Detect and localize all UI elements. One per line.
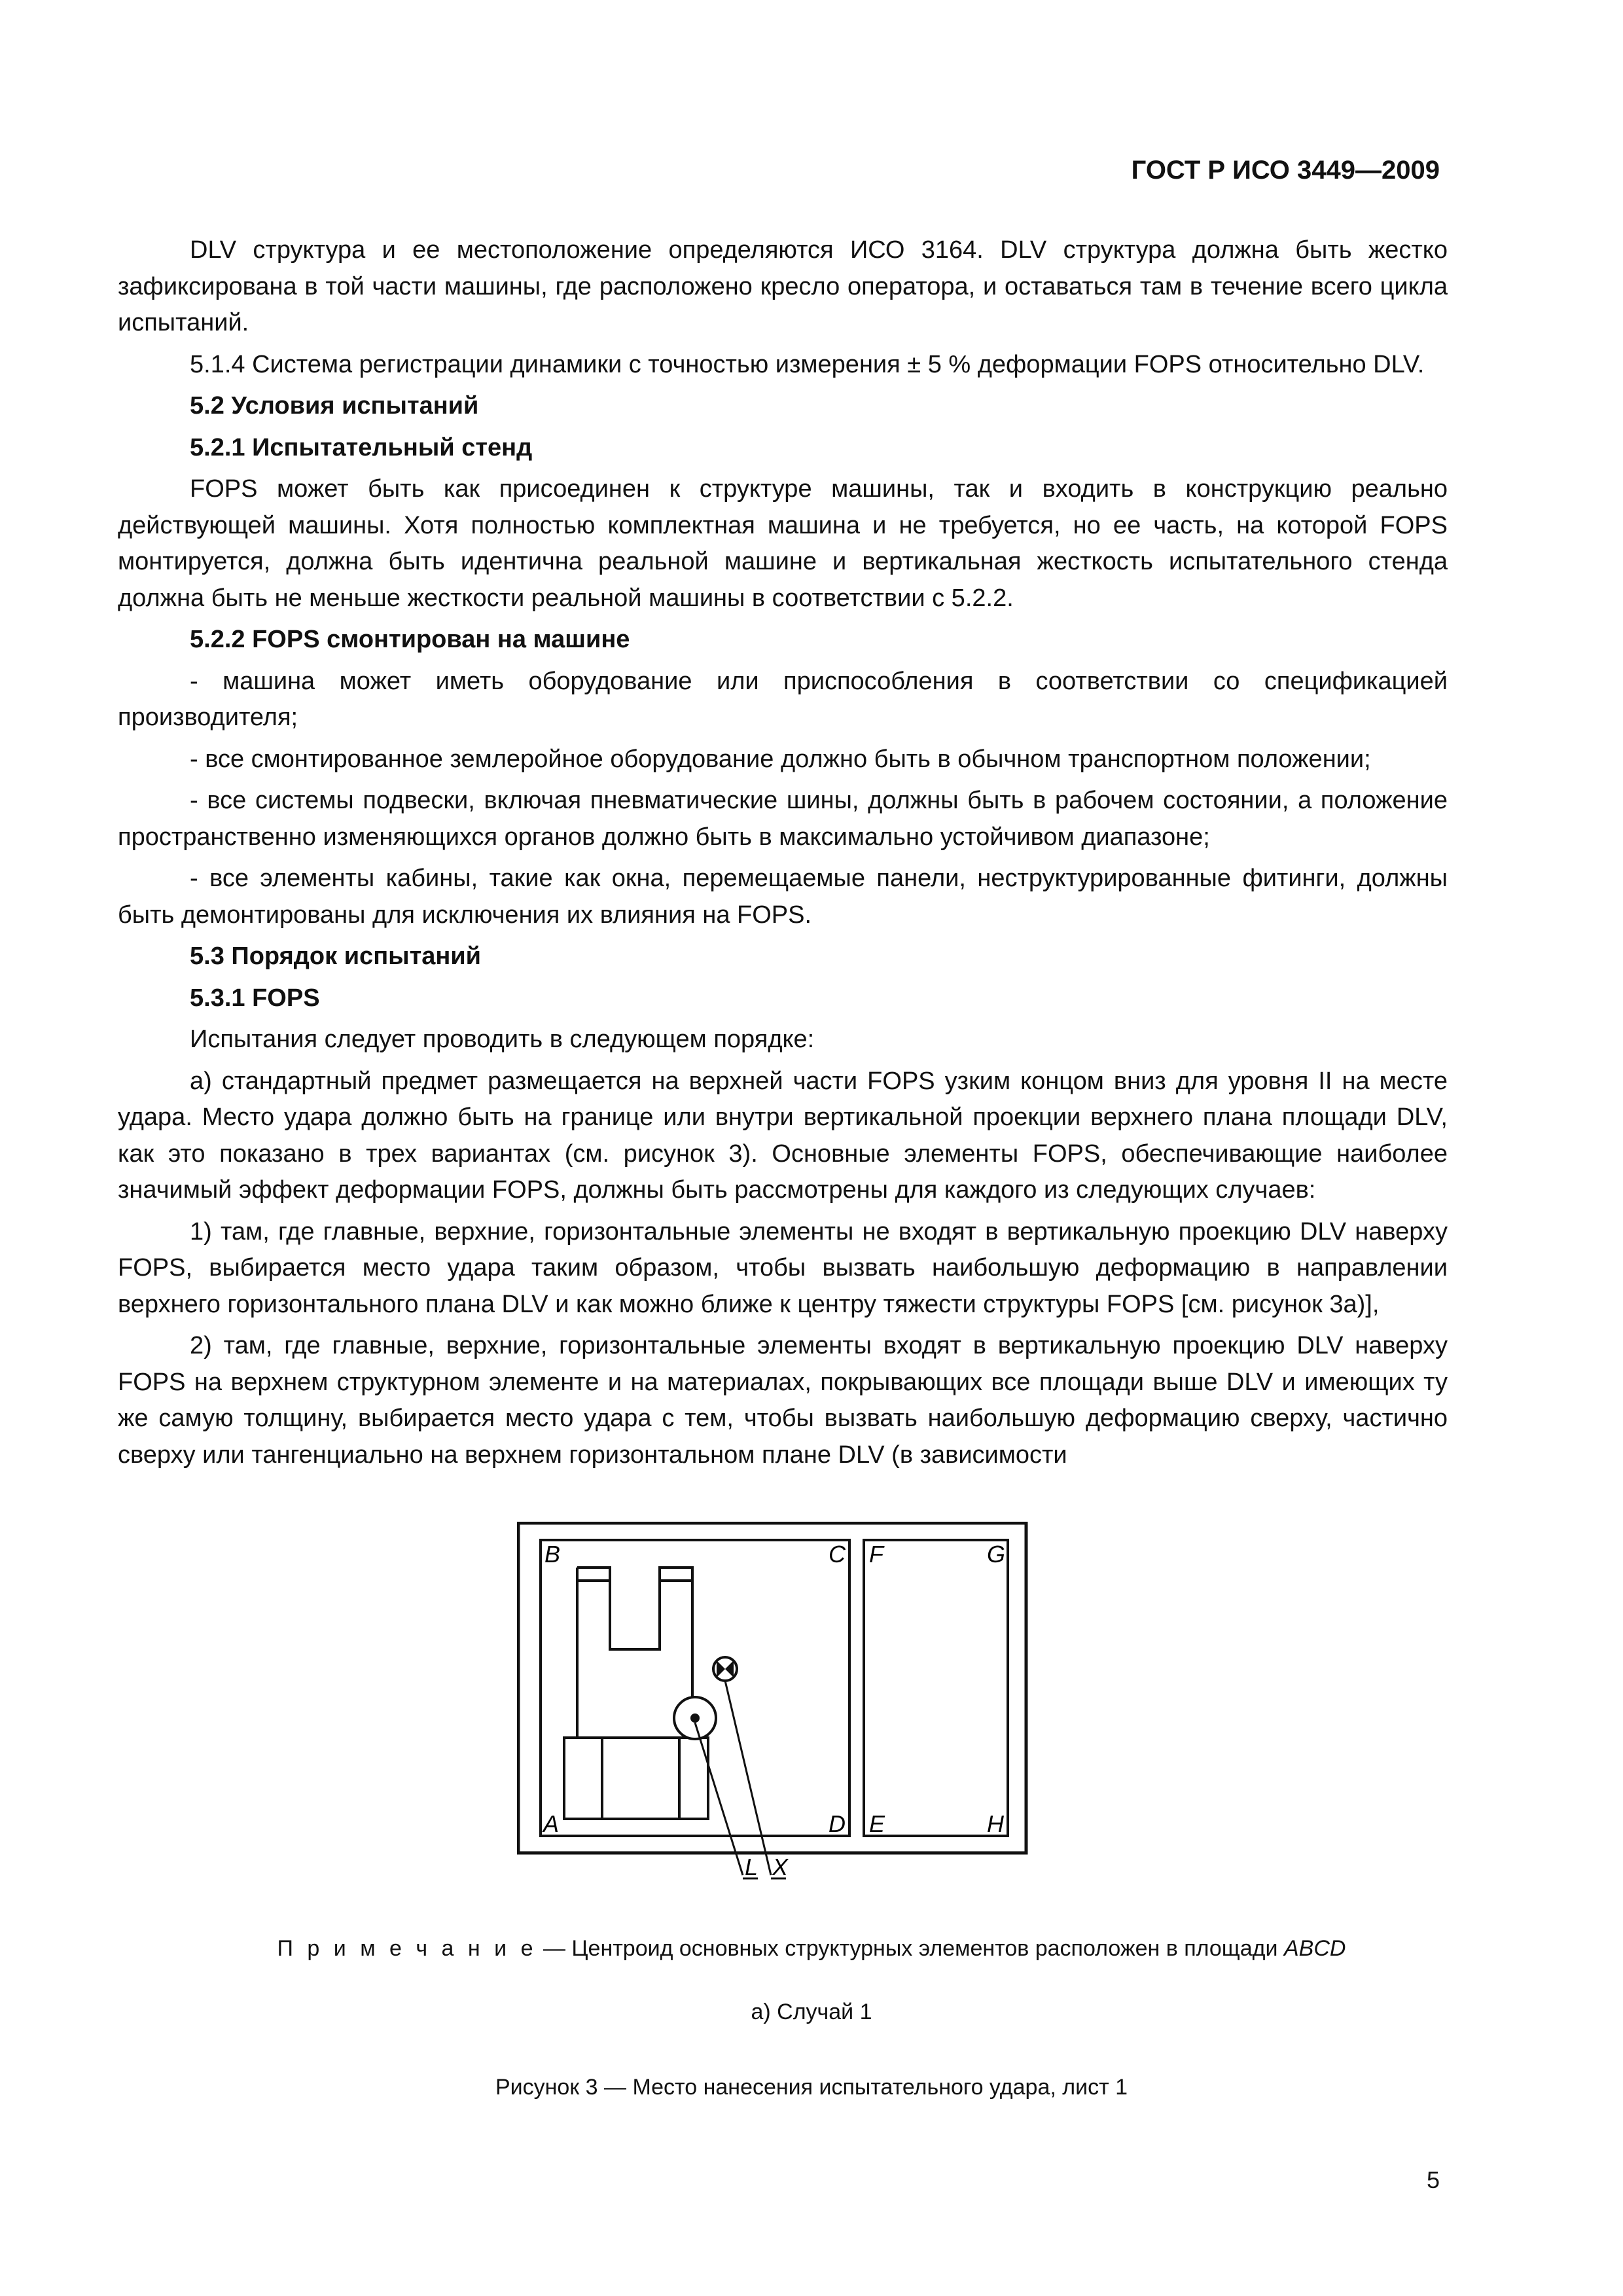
figure-subcaption: а) Случай 1 xyxy=(751,2000,872,2024)
dlv-frame-right xyxy=(864,1540,1008,1836)
label-c: C xyxy=(829,1541,846,1568)
label-a: A xyxy=(543,1810,560,1837)
paragraph: а) стандартный предмет размещается на верхней части FOPS узким концом вниз для уровня II на месте удара. Место удара должно быть на границе или внутри вертикальной проекции верхнего плана площади DLV, как это показано в трех вариантах (см. рисунок 3). Основные элементы FOPS, обеспечивающие наиболее значимый эффект деформации FOPS, должны быть рассмотрены для каждого из следующих случаев: xyxy=(118,1067,1448,1204)
dlv-frame-left xyxy=(541,1540,849,1836)
label-h: H xyxy=(987,1810,1004,1837)
label-d: D xyxy=(829,1810,846,1837)
outer-frame xyxy=(518,1523,1026,1853)
section-heading: 5.2.2 FOPS смонтирован на машине xyxy=(190,626,630,653)
figure-note xyxy=(0,1936,1623,1962)
leader-line-x xyxy=(725,1681,771,1875)
centroid-dot xyxy=(690,1713,700,1723)
paragraph: Испытания следует проводить в следующем порядке: xyxy=(190,1026,815,1053)
section-heading: 5.2 Условия испытаний xyxy=(190,392,479,420)
note-area: ABCD xyxy=(1283,1936,1346,1961)
label-f: F xyxy=(869,1541,883,1568)
label-b: B xyxy=(544,1541,561,1568)
figure-caption: Рисунок 3 — Место нанесения испытательного удара, лист 1 xyxy=(495,2075,1128,2100)
list-item: - все смонтированное землеройное оборудование должно быть в обычном транспортном положении; xyxy=(190,745,1371,773)
list-item: - машина может иметь оборудование или приспособления в соответствии со спецификацией производителя; xyxy=(118,667,1448,731)
list-item: - все элементы кабины, такие как окна, перемещаемые панели, неструктурированные фитинги, должны быть демонтированы для исключения их влияния на FOPS. xyxy=(118,865,1448,929)
lower-box xyxy=(564,1738,708,1819)
section-heading: 5.3 Порядок испытаний xyxy=(190,942,482,970)
label-e: E xyxy=(869,1810,885,1837)
paragraph: 1) там, где главные, верхние, горизонтальные элементы не входят в вертикальную проекцию DLV наверху FOPS, выбирается место удара таким образом, чтобы вызвать наибольшую деформацию в направлении верхнего горизонтального плана DLV и как можно ближе к центру тяжести структуры FOPS [см. рисунок 3а)], xyxy=(118,1217,1448,1318)
label-g: G xyxy=(987,1541,1006,1568)
label-l: L xyxy=(745,1854,758,1880)
list-item: - все системы подвески, включая пневматические шины, должны быть в рабочем состоянии, а положение пространственно изменяющихся органов должно быть в максимально устойчивом диапазоне; xyxy=(118,787,1448,851)
note-prefix: П р и м е ч а н и е xyxy=(277,1936,537,1961)
page-number: 5 xyxy=(1426,2166,1440,2193)
figure-diagram xyxy=(517,1522,1041,1908)
impact-location-diagram xyxy=(517,1522,1041,1908)
paragraph: DLV структура и ее местоположение определяются ИСО 3164. DLV структура должна быть жестко зафиксирована в той части машины, где расположено кресло оператора, и оставаться там в течение всего цикла испытаний. xyxy=(118,236,1448,336)
body-text xyxy=(118,232,1448,1479)
document-header: ГОСТ Р ИСО 3449—2009 xyxy=(1131,156,1440,185)
paragraph: FOPS может быть как присоединен к структуре машины, так и входить в конструкцию реально действующей машины. Хотя полностью комплектная машина и не требуется, но ее часть, на которой FOPS монтируется, должна быть идентична реальной машине и вертикальная жесткость испытательного стенда должна быть не меньше жесткости реальной машины в соответствии с 5.2.2. xyxy=(118,475,1448,612)
label-x: X xyxy=(772,1854,789,1880)
section-heading: 5.2.1 Испытательный стенд xyxy=(190,433,533,461)
paragraph: 5.1.4 Система регистрации динамики с точностью измерения ± 5 % деформации FOPS относительно DLV. xyxy=(190,350,1425,378)
section-heading: 5.3.1 FOPS xyxy=(190,984,320,1012)
note-text: — Центроид основных структурных элементов расположен в площади xyxy=(537,1936,1284,1961)
paragraph: 2) там, где главные, верхние, горизонтальные элементы входят в вертикальную проекцию DLV наверху FOPS на верхнем структурном элементе и на материалах, покрывающих все площади выше DLV и имеющих ту же самую толщину, выбирается место удара с тем, чтобы вызвать наибольшую деформацию сверху, частично сверху или тангенциально на верхнем горизонтальном плане DLV (в зависимости xyxy=(118,1332,1448,1469)
